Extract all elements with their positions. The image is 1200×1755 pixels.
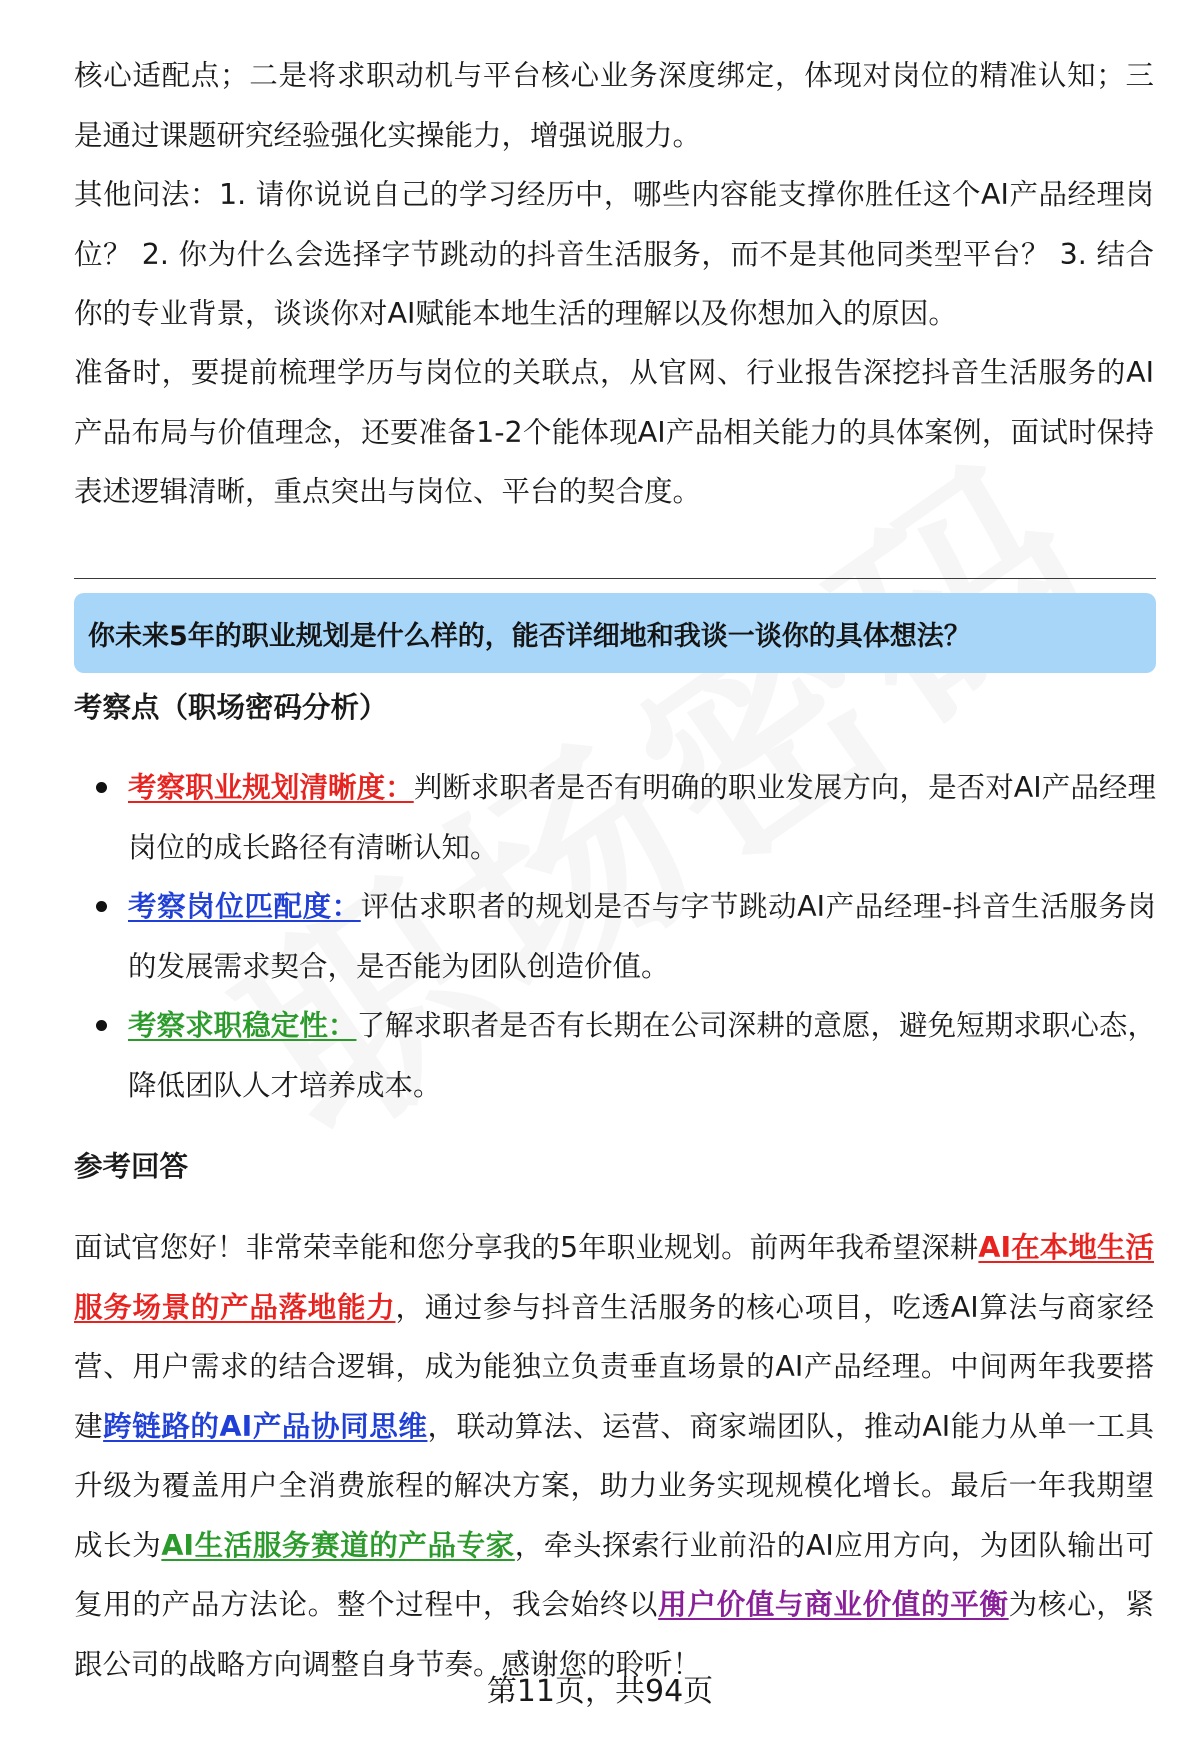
bullet-icon xyxy=(96,782,107,793)
analysis-keyword: 考察岗位匹配度： xyxy=(128,890,361,923)
analysis-keyword: 考察求职稳定性： xyxy=(128,1009,357,1042)
answer-text: 为核心，紧跟公司的战略方向调整自身节奏。感谢您的聆听！ xyxy=(74,1588,1154,1681)
answer-text: ，联动算法、运营、商家端团队，推动AI能力从单一工具升级为覆盖用户全消费旅程的解决方案，助力业务实现规模化增长。最后一年我期望成长为 xyxy=(74,1409,1154,1562)
section-divider xyxy=(74,578,1156,579)
analysis-text: 评估求职者的规划是否与字节跳动AI产品经理-抖音生活服务岗的发展需求契合，是否能为团队创造价值。 xyxy=(128,890,1156,983)
answer-keyword: 跨链路的AI产品协同思维 xyxy=(103,1409,428,1443)
answer-keyword: AI在本地生活服务场景的产品落地能力 xyxy=(74,1231,1154,1324)
analysis-list xyxy=(74,758,1156,1115)
analysis-item xyxy=(74,996,1156,1115)
answer-paragraph xyxy=(74,1218,1154,1694)
answer-heading: 参考回答 xyxy=(74,1150,189,1183)
other-questions-paragraph: 其他问法：1. 请你说说自己的学习经历中，哪些内容能支撑你胜任这个AI产品经理岗位？ 2. 你为什么会选择字节跳动的抖音生活服务，而不是其他同类型平台？ 3. 结合你的专业背景，谈谈你对AI赋能本地生活的理解以及你想加入的原因。 xyxy=(74,178,1154,330)
answer-keyword: AI生活服务赛道的产品专家 xyxy=(161,1528,515,1562)
analysis-text: 判断求职者是否有明确的职业发展方向，是否对AI产品经理岗位的成长路径有清晰认知。 xyxy=(128,771,1156,864)
answer-text: ，牵头探索行业前沿的AI应用方向，为团队输出可复用的产品方法论。整个过程中，我会始终以 xyxy=(74,1528,1154,1621)
preparation-paragraph: 准备时，要提前梳理学历与岗位的关联点，从官网、行业报告深挖抖音生活服务的AI产品布局与价值理念，还要准备1-2个能体现AI产品相关能力的具体案例，面试时保持表述逻辑清晰，重点突出与岗位、平台的契合度。 xyxy=(74,356,1154,508)
bullet-icon xyxy=(96,1020,107,1031)
analysis-text: 了解求职者是否有长期在公司深耕的意愿，避免短期求职心态，降低团队人才培养成本。 xyxy=(128,1009,1156,1102)
answer-text: 面试官您好！非常荣幸能和您分享我的5年职业规划。前两年我希望深耕 xyxy=(74,1231,979,1264)
intro-paragraph: 核心适配点；二是将求职动机与平台核心业务深度绑定，体现对岗位的精准认知；三是通过课题研究经验强化实操能力，增强说服力。 xyxy=(74,59,1154,152)
page-number: 第11页，共94页 xyxy=(486,1674,714,1709)
question-text: 你未来5年的职业规划是什么样的，能否详细地和我谈一谈你的具体想法？ xyxy=(88,620,971,652)
bullet-icon xyxy=(96,901,107,912)
analysis-item xyxy=(74,758,1156,877)
analysis-heading: 考察点（职场密码分析） xyxy=(74,691,388,724)
analysis-keyword: 考察职业规划清晰度： xyxy=(128,771,414,804)
answer-text: ，通过参与抖音生活服务的核心项目，吃透AI算法与商家经营、用户需求的结合逻辑，成为能独立负责垂直场景的AI产品经理。中间两年我要搭建 xyxy=(74,1290,1154,1443)
answer-keyword: 用户价值与商业价值的平衡 xyxy=(658,1588,1009,1621)
analysis-item xyxy=(74,877,1156,996)
question-box xyxy=(74,593,1156,673)
